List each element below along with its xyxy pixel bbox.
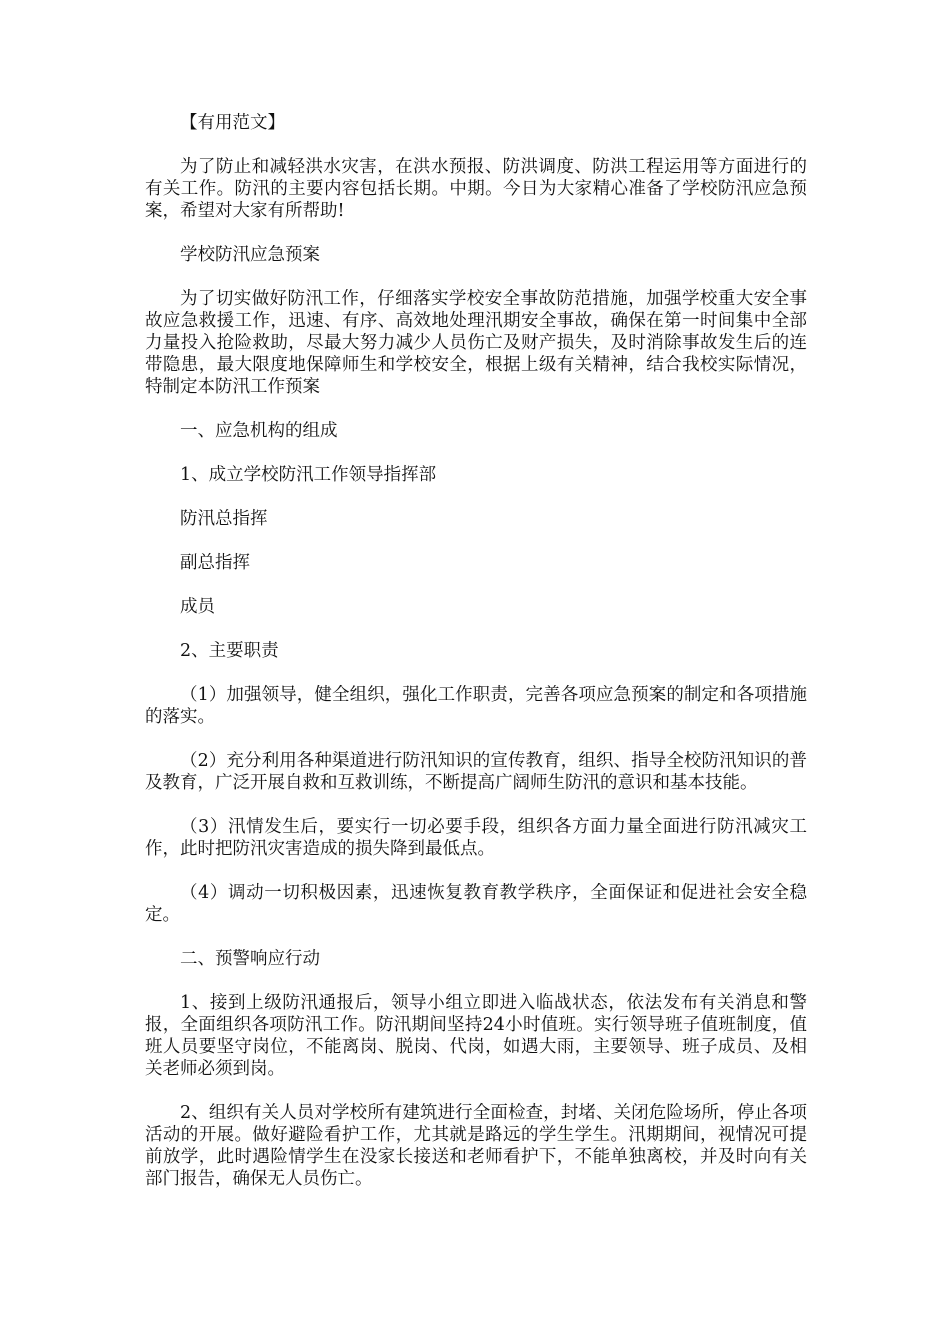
subsection-1-1: 1、成立学校防汛工作领导指挥部 [180,465,437,485]
duty-item-3: （3）汛情发生后，要实行一切必要手段，组织各方面力量全面进行防汛减灾工作，此时把防汛灾害造成的损失降到最低点。 [145,817,807,859]
section-2-heading: 二、预警响应行动 [180,949,320,969]
intro-paragraph: 为了防止和减轻洪水灾害，在洪水预报、防洪调度、防洪工程运用等方面进行的有关工作。防汛的主要内容包括长期。中期。今日为大家精心准备了学校防汛应急预案，希望对大家有所帮助! [145,157,807,221]
duty-item-1: （1）加强领导，健全组织，强化工作职责，完善各项应急预案的制定和各项措施的落实。 [145,685,807,727]
purpose-paragraph: 为了切实做好防汛工作，仔细落实学校安全事故防范措施，加强学校重大安全事故应急救援工作，迅速、有序、高效地处理汛期安全事故，确保在第一时间集中全部力量投入抢险救助，尽最大努力减少人员伤亡及财产损失，及时消除事故发生后的连带隐患，最大限度地保障师生和学校安全，根据上级有关精神，结合我校实际情况，特制定本防汛工作预案 [145,289,807,397]
document-page [145,112,807,1212]
duty-item-2: （2）充分利用各种渠道进行防汛知识的宣传教育，组织、指导全校防汛知识的普及教育，广泛开展自救和互救训练，不断提高广阔师生防汛的意识和基本技能。 [145,751,807,793]
role-commander: 防汛总指挥 [180,509,268,529]
role-deputy-commander: 副总指挥 [180,553,250,573]
response-item-1: 1、接到上级防汛通报后，领导小组立即进入临战状态，依法发布有关消息和警报，全面组织各项防汛工作。防汛期间坚持24小时值班。实行领导班子值班制度，值班人员要坚守岗位，不能离岗、脱岗、代岗，如遇大雨，主要领导、班子成员、及相关老师必须到岗。 [145,993,807,1079]
document-title: 学校防汛应急预案 [180,245,320,265]
section-1-heading: 一、应急机构的组成 [180,421,338,441]
subsection-1-2: 2、主要职责 [180,641,279,661]
role-members: 成员 [180,597,215,617]
response-item-2: 2、组织有关人员对学校所有建筑进行全面检查，封堵、关闭危险场所，停止各项活动的开展。做好避险看护工作，尤其就是路远的学生学生。汛期期间，视情况可提前放学，此时遇险情学生在没家长接送和老师看护下，不能单独离校，并及时向有关部门报告，确保无人员伤亡。 [145,1103,807,1189]
duty-item-4: （4）调动一切积极因素，迅速恢复教育教学秩序，全面保证和促进社会安全稳定。 [145,883,807,925]
heading-useful-template: 【有用范文】 [180,113,285,133]
